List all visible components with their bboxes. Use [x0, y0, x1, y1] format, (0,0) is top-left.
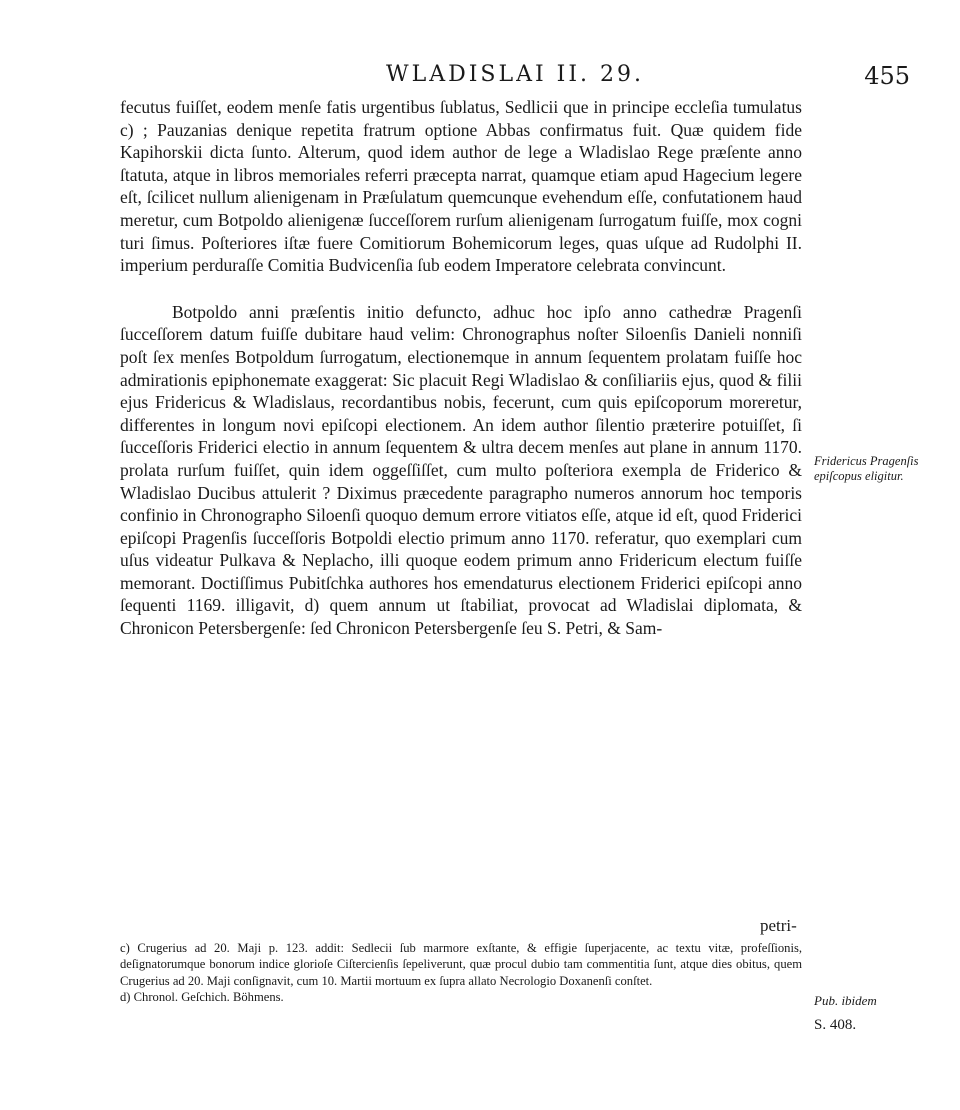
- marginal-note-pub: Pub. ibidem: [814, 993, 877, 1008]
- marginal-note-page-ref: S. 408.: [814, 1017, 857, 1033]
- paragraph-botpoldo: Botpoldo anni præſentis initio defuncto, adhuc hoc ipſo anno cathedræ Pragenſi ſucceſſorem datum fuiſſe dubitare haud velim: Chronographus noſter Siloenſis Danieli nonniſi poſt ſex menſes Botpoldum ſurrogatum, electionemque in annum ſequentem prolatam fuiſſe hoc admirationis epiphonemate exaggerat: Sic placuit Regi Wladislao & conſiliariis ejus, quod & filii ejus Fridericus & Wladislaus, recordantibus nobis, fecerunt, cum quis epiſcoporum moreretur, differentes in longum novi epiſcopi electionem. An idem author ſilentio præterire potuiſſet, ſi ſucceſſoris Friderici electio in annum ſequentem & ultra decem menſes aut plane in annum 1170. prolata rurſum fuiſſet, quin idem oggeſſiſſet, cum multo poſteriora exempla de Friderico & Wladislao Ducibus attulerit ? Diximus præcedente paragrapho numeros annorum hoc temporis confinio in Chronographo Siloenſi quoquo demum errore vitiatos eſſe, atque id eſt, quod Friderici epiſcopi Pragenſis ſucceſſoris Botpoldi electio primum anno 1170. referatur, quo exemplari cum uſus videatur Pulkava & Neplacho, illi quoque eodem primum anno Fridericum electum fuiſſe memorant. Doctiſſimus Pubitſchka authores hos emendaturus electionem Friderici epiſcopi anno ſequenti 1169. illigavit, d) quem annum ut ſtabiliat, provocat ad Wladislai diplomata, & Chronicon Petersbergenſe: ſed Chronicon Petersbergenſe ſeu S. Petri, & Sam-: [120, 301, 802, 639]
- marginal-note-fridericus: Fridericus Pragenſis epiſcopus eligitur.: [814, 454, 919, 483]
- footnotes: [120, 940, 802, 1006]
- page-number: 455: [864, 62, 910, 90]
- footnote-d: d) Chronol. Geſchich. Böhmens.: [120, 990, 284, 1005]
- running-title: WLADISLAI II. 29.: [385, 62, 645, 87]
- footnote-c: c) Crugerius ad 20. Maji p. 123. addit: Sedlecii ſub marmore exſtante, & effigie ſuperjacente, ac textu vitæ, profeſſionis, deſignatorumque bonorum indice glorioſe Ciſtercienſis ſepeliverunt, quæ procul dubio tam commentitia ſunt, atque dies obitus, quem Crugerius ad 20. Maji conſignavit, cum 10. Martii mortuum ex ſupra allato Necrologio Doxanenſi conſtet.: [120, 941, 802, 988]
- catchword: petri-: [760, 916, 797, 935]
- main-text: [120, 96, 802, 640]
- paragraph-continuation: fecutus fuiſſet, eodem menſe fatis urgentibus ſublatus, Sedlicii que in principe eccleſia tumulatus c) ; Pauzanias denique repetita fratrum optione Abbas confirmatus fuit. Quæ quidem fide Kapihorskii dicta ſunto. Alterum, quod idem author de lege a Wladislao Rege præſente anno ſtatuta, atque in libros memoriales referri præcepta narrat, quamque etiam apud Hagecium legere eſt, ſcilicet nullum alienigenam in Præſulatum quemcunque evehendum eſſe, confutationem haud meretur, cum Botpoldo alienigenæ ſucceſſorem rurſum alienigenam ſurrogatum fuiſſe, mox cogni turi ſimus. Poſteriores iſtæ fuere Comitiorum Bohemicorum leges, quas uſque ad Rudolphi II. imperium perduraſſe Comitia Budvicenſia ſub eodem Imperatore celebrata convincunt.: [120, 97, 802, 276]
- running-head: [120, 60, 910, 100]
